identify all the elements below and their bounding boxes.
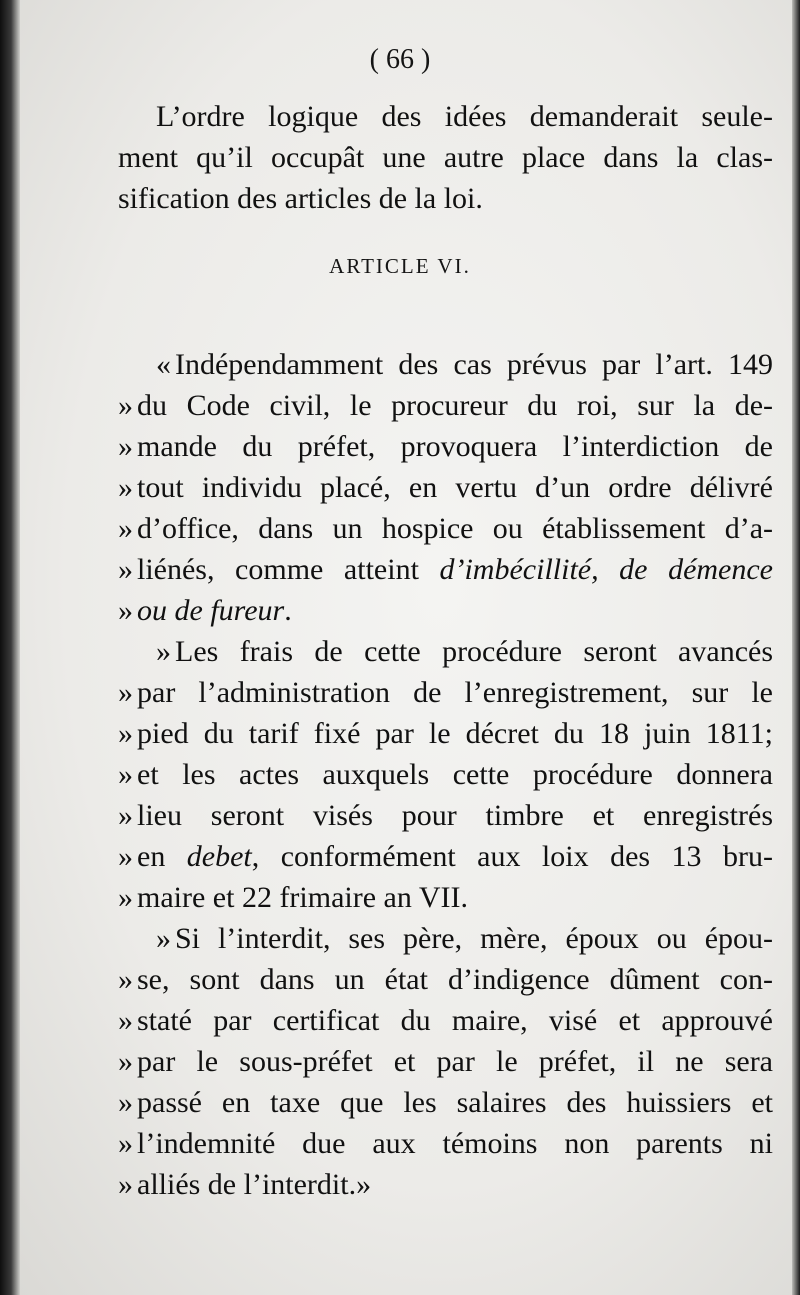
- article-body: [118, 344, 773, 1205]
- line-text: maire et 22 frimaire an VII.: [137, 881, 468, 914]
- quote-mark: »: [118, 1004, 133, 1037]
- article-line: [118, 549, 773, 590]
- italic-text: d’imbécillité, de démence: [439, 553, 773, 586]
- italic-text: debet: [186, 840, 252, 873]
- quote-mark: »: [118, 840, 133, 873]
- article-line: [118, 672, 773, 713]
- line-text: du Code civil, le procureur du roi, sur la de-: [137, 389, 773, 422]
- article-line: [118, 344, 773, 385]
- line-text: en: [137, 840, 187, 873]
- article-line: [118, 508, 773, 549]
- article-line: [118, 631, 773, 672]
- text-line: ment qu’il occupât une autre place dans la clas-: [118, 141, 773, 174]
- line-text: alliés de l’interdit.»: [137, 1168, 372, 1201]
- page-binding-shadow: [0, 0, 20, 1295]
- article-line: [118, 385, 773, 426]
- line-text: liénés, comme atteint: [137, 553, 440, 586]
- line-text: Les frais de cette procédure seront avancés: [175, 635, 773, 668]
- quote-mark: »: [118, 430, 133, 463]
- article-line: [118, 426, 773, 467]
- quote-mark: »: [118, 963, 133, 996]
- quote-mark: »: [118, 799, 133, 832]
- line-text: Si l’interdit, ses père, mère, époux ou épou-: [175, 922, 773, 955]
- line-text: passé en taxe que les salaires des huissiers et: [137, 1086, 773, 1119]
- article-line: [118, 1000, 773, 1041]
- quote-mark: »: [118, 1127, 133, 1160]
- line-text: se, sont dans un état d’indigence dûment con-: [137, 963, 773, 996]
- quote-mark: »: [118, 1168, 133, 1201]
- article-heading: ARTICLE VI.: [329, 254, 471, 278]
- page-number: ( 66 ): [369, 44, 431, 75]
- line-text: par le sous-préfet et par le préfet, il ne sera: [137, 1045, 773, 1078]
- article-line: [118, 1123, 773, 1164]
- intro-paragraph: [118, 96, 773, 219]
- quote-mark: »: [118, 676, 133, 709]
- line-text: staté par certificat du maire, visé et approuvé: [137, 1004, 773, 1037]
- quote-mark: »: [156, 922, 171, 955]
- article-line: [118, 877, 773, 918]
- quote-mark: »: [118, 1045, 133, 1078]
- article-line: [118, 795, 773, 836]
- article-line: [118, 467, 773, 508]
- article-line: [118, 1082, 773, 1123]
- text-line: sification des articles de la loi.: [118, 182, 483, 215]
- article-line: [118, 713, 773, 754]
- article-line: [118, 1041, 773, 1082]
- quote-mark: »: [118, 389, 133, 422]
- line-text: l’indemnité due aux témoins non parents ni: [137, 1127, 773, 1160]
- line-text: Indépendamment des cas prévus par l’art. 149: [175, 348, 773, 381]
- article-line: [118, 754, 773, 795]
- italic-text: ou de fureur: [137, 594, 285, 627]
- quote-mark: »: [118, 471, 133, 504]
- text-line: L’ordre logique des idées demanderait seule-: [156, 100, 773, 133]
- line-text: .: [284, 594, 292, 627]
- line-text: d’office, dans un hospice ou établissement d’a-: [137, 512, 773, 545]
- line-text: et les actes auxquels cette procédure donnera: [137, 758, 773, 791]
- article-line: [118, 836, 773, 877]
- article-line: [118, 1164, 773, 1205]
- quote-mark: »: [118, 881, 133, 914]
- article-line: [118, 959, 773, 1000]
- quote-mark: »: [118, 553, 133, 586]
- quote-mark: »: [118, 512, 133, 545]
- line-text: par l’administration de l’enregistrement, sur le: [137, 676, 773, 709]
- line-text: pied du tarif fixé par le décret du 18 juin 1811;: [137, 717, 773, 750]
- line-text: tout individu placé, en vertu d’un ordre délivré: [137, 471, 773, 504]
- line-text: mande du préfet, provoquera l’interdiction de: [137, 430, 773, 463]
- line-text: lieu seront visés pour timbre et enregistrés: [137, 799, 773, 832]
- article-line: [118, 918, 773, 959]
- quote-mark: »: [118, 717, 133, 750]
- quote-mark: »: [156, 635, 171, 668]
- quote-mark: »: [118, 758, 133, 791]
- line-text: , conformément aux loix des 13 bru-: [251, 840, 773, 873]
- quote-mark: »: [118, 594, 133, 627]
- quote-mark: «: [156, 348, 171, 381]
- article-line: [118, 590, 773, 631]
- quote-mark: »: [118, 1086, 133, 1119]
